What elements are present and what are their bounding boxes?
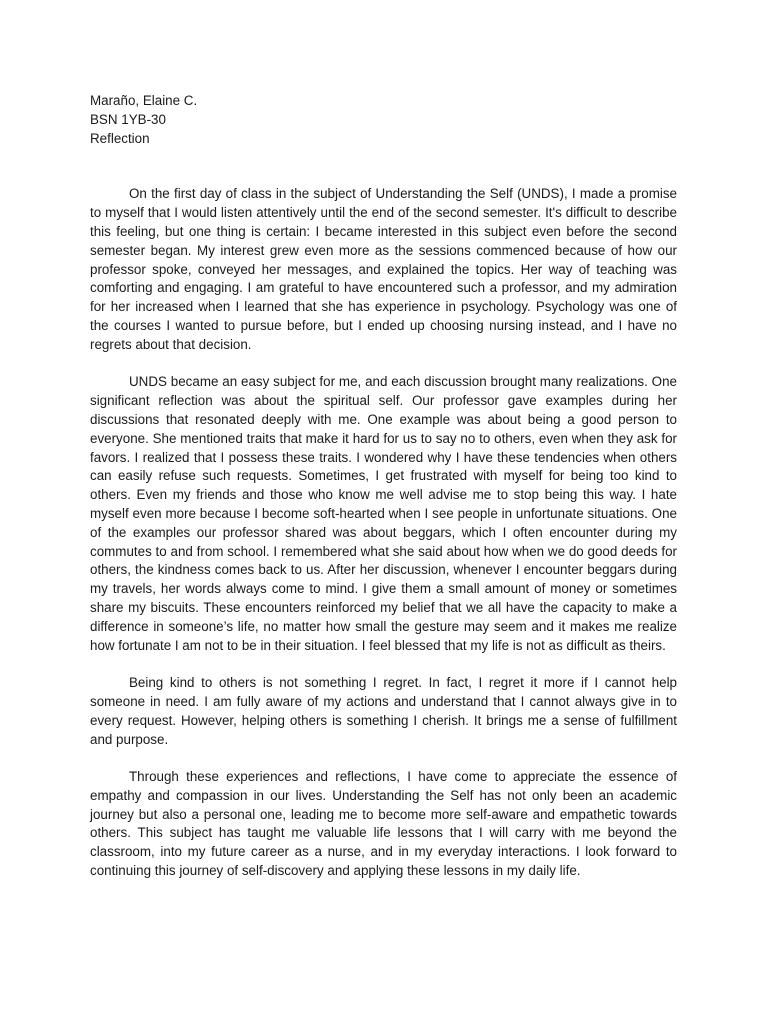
document-page bbox=[90, 92, 677, 900]
document-header bbox=[90, 92, 677, 148]
author-name: Maraño, Elaine C. bbox=[90, 93, 198, 108]
paragraph-4: Through these experiences and reflections, I have come to appreciate the essence of empathy and compassion in our lives. Understanding the Self has not only been an academic journey but also a personal one, leading me to become more self-aware and empathetic towards others. This subject has taught me valuable life lessons that I will carry with me beyond the classroom, into my future career as a nurse, and in my everyday interactions. I look forward to continuing this journey of self-discovery and applying these lessons in my daily life. bbox=[90, 769, 677, 879]
document-title: Reflection bbox=[90, 130, 150, 146]
paragraph-1: On the first day of class in the subject of Understanding the Self (UNDS), I made a promise to myself that I would listen attentively until the end of the second semester. It's difficult to describe this feeling, but one thing is certain: I became interested in this subject even before the second semester began. My interest grew even more as the sessions commenced because of how our professor spoke, conveyed her messages, and explained the topics. Her way of teaching was comforting and engaging. I am grateful to have encountered such a professor, and my admiration for her increased when I learned that she has experience in psychology. Psychology was one of the courses I wanted to pursue before, but I ended up choosing nursing instead, and I have no regrets about that decision. bbox=[90, 186, 677, 352]
paragraph-2: UNDS became an easy subject for me, and each discussion brought many realizations. One significant reflection was about the spiritual self. Our professor gave examples during her discussions that resonated deeply with me. One example was about being a good person to everyone. She mentioned traits that make it hard for us to say no to others, even when they ask for favors. I realized that I possess these traits. I wondered why I have these tendencies when others can easily refuse such requests. Sometimes, I get frustrated with myself for being too kind to others. Even my friends and those who know me well advise me to stop being this way. I hate myself even more because I become soft-hearted when I see people in unfortunate situations. One of the examples our professor shared was about beggars, which I often encounter during my commutes to and from school. I remembered what she said about how when we do good deeds for others, the kindness comes back to us. After her discussion, whenever I encounter beggars during my travels, her words always come to mind. I give them a small amount of money or sometimes share my biscuits. These encounters reinforced my belief that we all have the capacity to make a difference in someone’s life, no matter how small the gesture may seem and it makes me realize how fortunate I am not to be in their situation. I feel blessed that my life is not as difficult as theirs. bbox=[90, 374, 677, 653]
paragraph-3: Being kind to others is not something I regret. In fact, I regret it more if I cannot help someone in need. I am fully aware of my actions and understand that I cannot always give in to every request. However, helping others is something I cherish. It brings me a sense of fulfillment and purpose. bbox=[90, 675, 677, 747]
course-section: BSN 1YB-30 bbox=[90, 111, 166, 127]
